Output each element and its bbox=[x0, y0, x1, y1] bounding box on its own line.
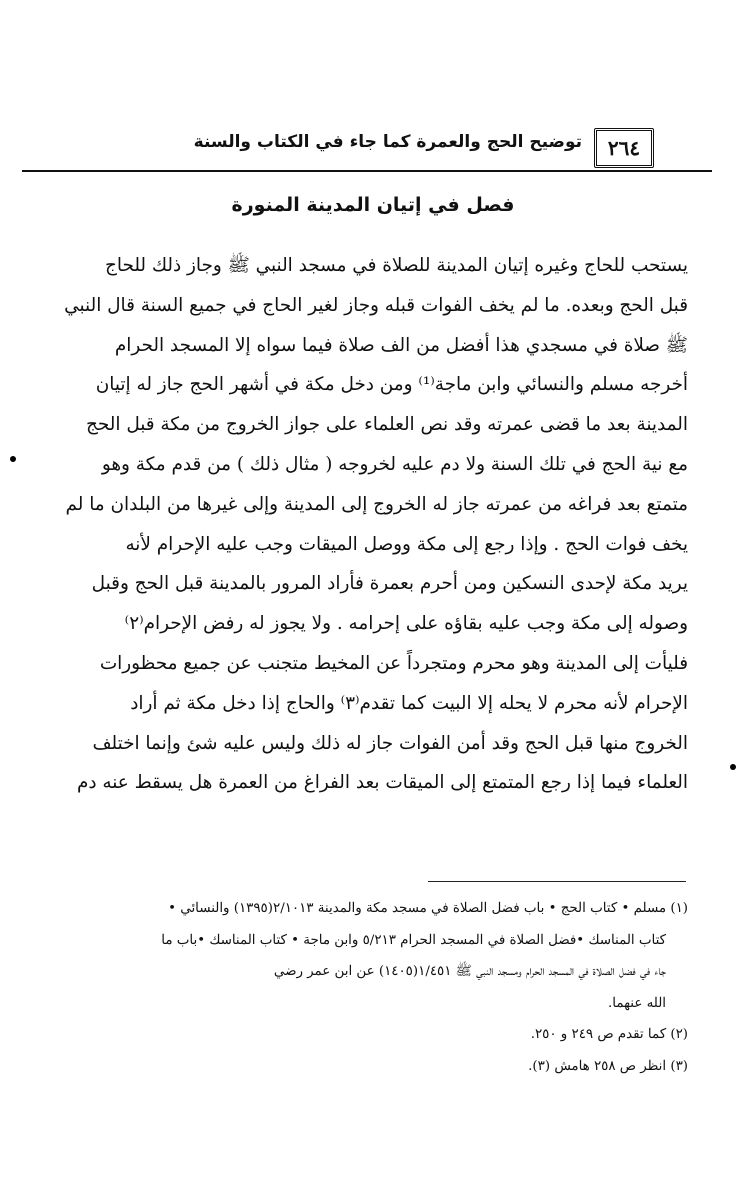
header-title: توضيح الحج والعمرة كما جاء في الكتاب والسنة bbox=[193, 132, 582, 152]
body-line: يخف فوات الحج . وإذا رجع إلى مكة ووصل الميقات وجب عليه الإحرام لأنه bbox=[125, 533, 688, 555]
section-title: فصل في إتيان المدينة المنورة bbox=[231, 194, 515, 216]
body-line: المدينة بعد ما قضى عمرته وقد نص العلماء على جواز الخروج من مكة قبل الحج bbox=[86, 414, 688, 436]
body-line: العلماء فيما إذا رجع المتمتع إلى الميقات بعد الفراغ من العمرة هل يسقط عنه دم bbox=[76, 772, 688, 794]
footnote-separator bbox=[428, 881, 686, 882]
footnote-line: (١) مسلم • كتاب الحج • باب فضل الصلاة في مسجد مكة والمدينة ٢/١٠١٣(١٣٩٥) والنسائي • bbox=[168, 901, 688, 916]
footnote-line: جاء في فضل الصلاة في المسجد الحرام ومسجد النبي ﷺ ١/٤٥١(١٤٠٥) عن ابن عمر رضي bbox=[273, 964, 666, 979]
body-line: مع نية الحج في تلك السنة ولا دم عليه لخروجه ( مثال ذلك ) من قدم مكة وهو bbox=[101, 453, 688, 475]
header-rule bbox=[22, 170, 712, 172]
margin-dot bbox=[10, 456, 16, 462]
body-line: الإحرام لأنه محرم لا يحله إلا البيت كما تقدم⁽٣⁾ والحاج إذا دخل مكة ثم أراد bbox=[130, 692, 688, 714]
body-line: ﷺ صلاة في مسجدي هذا أفضل من الف صلاة فيما سواه إلا المسجد الحرام bbox=[114, 334, 688, 356]
footnote-line: (٢) كما تقدم ص ٢٤٩ و ٢٥٠. bbox=[530, 1027, 688, 1042]
body-line: متمتع بعد فراغه من عمرته جاز له الخروج إلى المدينة وإلى غيرها من البلدان ما لم bbox=[65, 493, 688, 515]
body-text bbox=[60, 246, 688, 803]
body-line: فليأت إلى المدينة وهو محرم ومتجرداً عن المخيط متجنب عن جميع محظورات bbox=[99, 652, 688, 674]
body-line: يستحب للحاج وغيره إتيان المدينة للصلاة في مسجد النبي ﷺ وجاز ذلك للحاج bbox=[104, 255, 688, 276]
body-line: أخرجه مسلم والنسائي وابن ماجة⁽¹⁾ ومن دخل مكة في أشهر الحج جاز له إتيان bbox=[95, 374, 688, 396]
body-line: يريد مكة لإحدى النسكين ومن أحرم بعمرة فأراد المرور بالمدينة قبل الحج وقبل bbox=[91, 573, 688, 595]
footnote-line: (٣) انظر ص ٢٥٨ هامش (٣). bbox=[528, 1058, 688, 1074]
footnotes bbox=[56, 893, 688, 1082]
body-line: الخروج منها قبل الحج وقد أمن الفوات جاز له ذلك وليس عليه شئ وإنما اختلف bbox=[92, 732, 688, 754]
body-line: وصوله إلى مكة وجب عليه بقاؤه على إحرامه . ولا يجوز له رفض الإحرام⁽٢⁾ bbox=[124, 613, 688, 635]
running-header bbox=[22, 126, 712, 176]
footnote-line: الله عنهما. bbox=[608, 995, 666, 1011]
body-line: قبل الحج وبعده. ما لم يخف الفوات قبله وجاز لغير الحاج في جميع السنة قال النبي bbox=[64, 294, 688, 316]
footnote-line: كتاب المناسك •فضل الصلاة في المسجد الحرام ٥/٢١٣ وابن ماجة • كتاب المناسك •باب ما bbox=[161, 932, 666, 948]
page-number: ٢٦٤ bbox=[594, 128, 654, 168]
margin-dot bbox=[730, 764, 736, 770]
